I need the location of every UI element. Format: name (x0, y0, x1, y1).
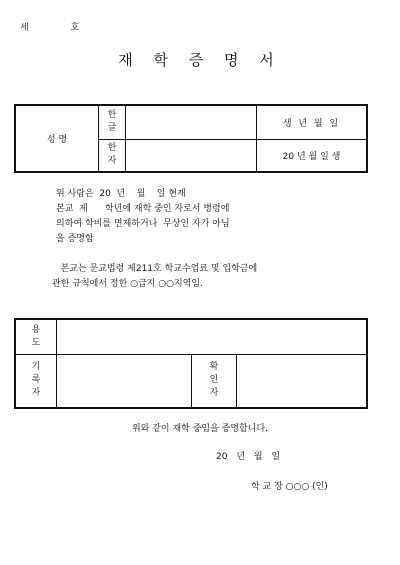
confirmation-statement: 위와 같이 재학 중임을 증명합니다. (131, 424, 269, 434)
regulation-text: 본교는 문교법령 제211호 학교수업료 및 입학금에 관한 규칙에서 정한 ○급지 ○○지역임. (52, 264, 258, 289)
record-field[interactable] (57, 354, 192, 408)
hangul-name-field[interactable] (126, 105, 257, 139)
birth-label: 생 년 월 일 (257, 105, 368, 139)
hanja-name-field[interactable] (126, 139, 257, 172)
certificate-body: 위 사람은 20 년 월 일 현재 본교 제 학년에 재학 중인 자로서 병령에 의하여 학비를 면제하거나 무상인 자가 아님 을 증명함 (56, 189, 230, 244)
hangul-label: 한 글 (99, 105, 126, 139)
birth-value: 20 년 월 일 생 (257, 139, 368, 172)
use-label: 용 도 (15, 319, 57, 354)
confirm-label: 확 인 자 (192, 354, 237, 408)
use-field[interactable] (57, 319, 368, 354)
hanja-label: 한 자 (99, 139, 126, 172)
purpose-table (14, 318, 368, 409)
serial-prefix: 세 (20, 23, 29, 33)
confirm-field[interactable] (237, 354, 368, 408)
name-label: 성 명 (15, 105, 99, 172)
document-title: 재 학 증 명 서 (118, 51, 282, 69)
record-label: 기 록 자 (15, 354, 57, 408)
principal-signature: 학 교 장 ○○○ (인) (251, 482, 328, 492)
serial-suffix: 호 (70, 23, 80, 33)
person-info-table (14, 104, 368, 173)
serial-number (20, 20, 79, 33)
issue-date: 20 년 월 일 (216, 452, 281, 462)
